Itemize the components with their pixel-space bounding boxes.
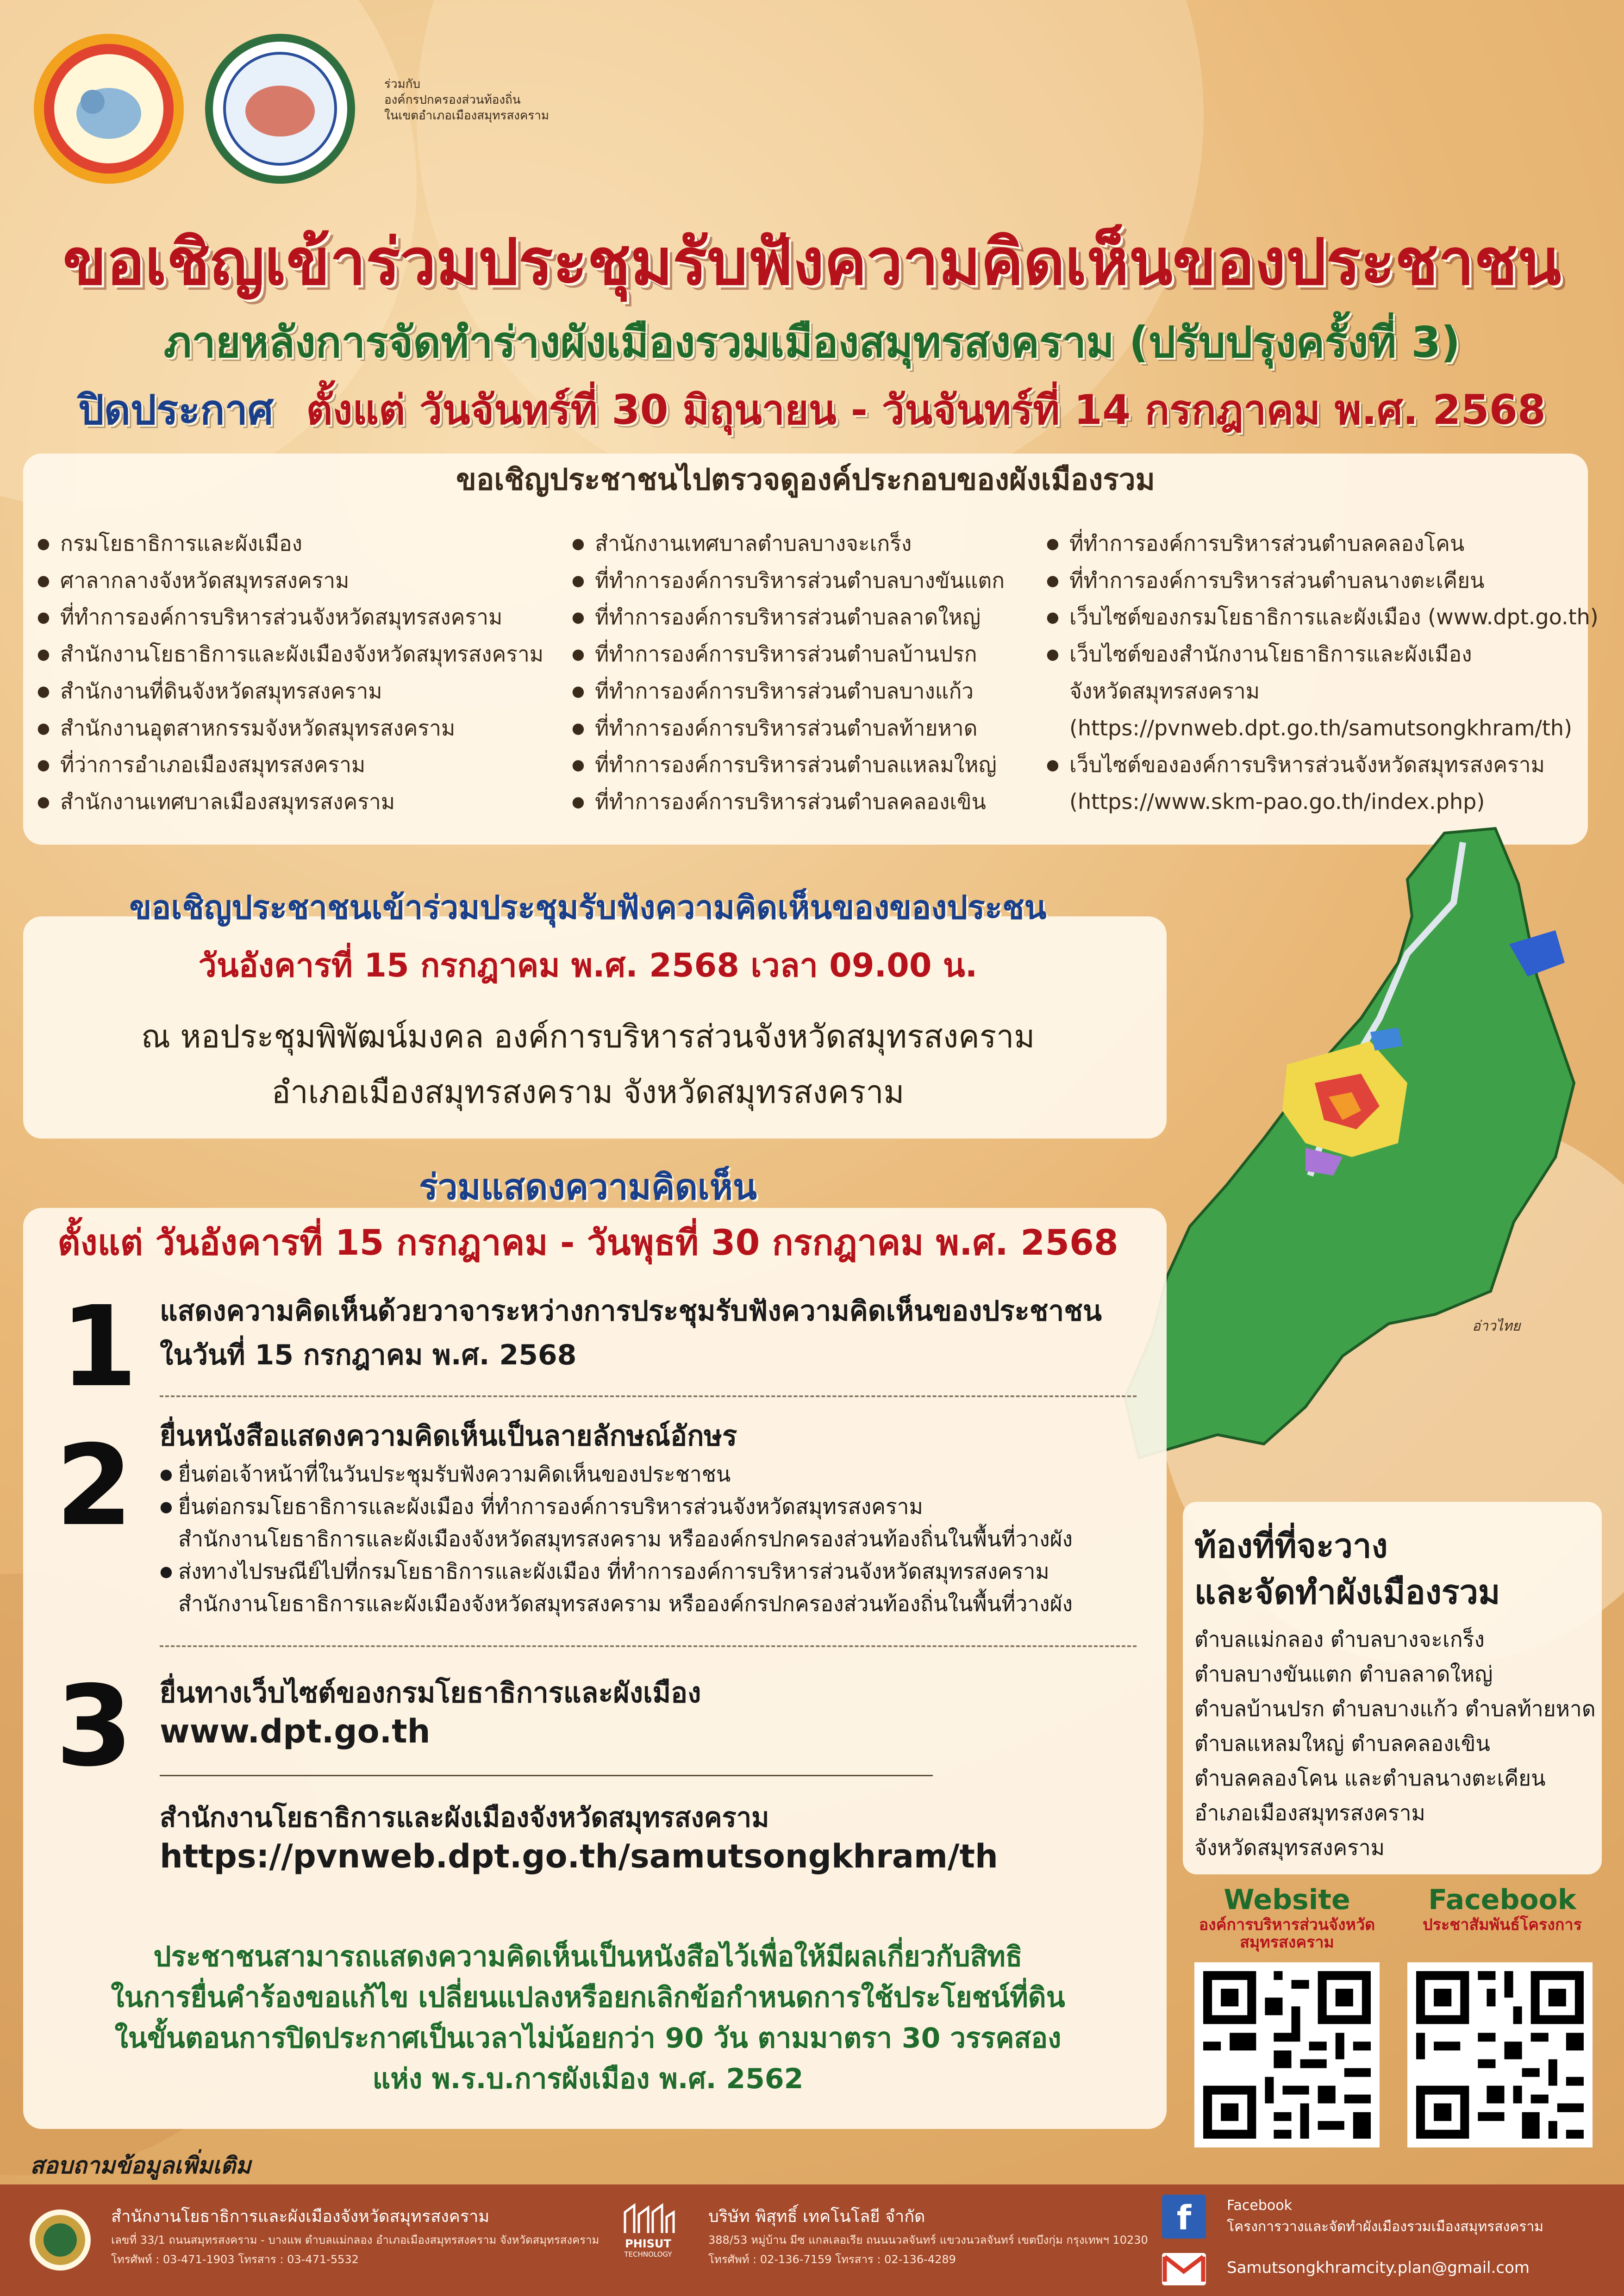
partner-note [384, 76, 549, 124]
list-item: ● เว็บไซต์ของกรมโยธาธิการและผังเมือง (www.dpt.go.th) [1046, 599, 1599, 636]
step1-number: 1 [60, 1282, 137, 1412]
step2-bullets [160, 1458, 1073, 1620]
divider [160, 1775, 933, 1776]
rights-note-line1: ประชาชนสามารถแสดงความคิดเห็นเป็นหนังสือไว้เพื่อให้มีผลเกี่ยวกับสิทธิ [153, 1941, 1023, 1973]
map-sea-label: อ่าวไทย [1472, 1318, 1521, 1334]
bullet-text: ยื่นต่อเจ้าหน้าที่ในวันประชุมรับฟังความคิดเห็นของประชาชน [178, 1462, 731, 1487]
website-qr-sub1: องค์การบริหารส่วนจังหวัด [1199, 1916, 1375, 1934]
rights-note-line3: ในขั้นตอนการปิดประกาศเป็นเวลาไม่น้อยกว่า 90 วัน ตามมาตรา 30 วรรคสอง [114, 2022, 1062, 2054]
planning-area-title-line1: ท้องที่ที่จะวาง [1194, 1526, 1388, 1565]
website-qr-label: Website [1224, 1884, 1350, 1916]
list-item: ● สำนักงานอุตสาหกรรมจังหวัดสมุทรสงคราม [37, 710, 543, 747]
list-item: ตำบลแม่กลอง ตำบลบางจะเกร็ง [1194, 1627, 1485, 1652]
list-item: ● ที่ทำการองค์การบริหารส่วนตำบลบางขันแตก [572, 562, 1005, 599]
footer-facebook-page[interactable]: โครงการวางและจัดทำผังเมืองรวมเมืองสมุทรสงคราม [1227, 2219, 1544, 2235]
more-info-label: สอบถามข้อมูลเพิ่มเติม [30, 2152, 251, 2179]
pvnweb-link[interactable]: https://pvnweb.dpt.go.th/samutsongkhram/th [160, 1837, 998, 1875]
step1-line2: ในวันที่ 15 กรกฎาคม พ.ศ. 2568 [160, 1339, 577, 1371]
list-item [160, 1555, 1073, 1620]
step2-number: 2 [56, 1421, 133, 1550]
list-item: ● ศาลากลางจังหวัดสมุทรสงคราม [37, 562, 543, 599]
facebook-qr-code[interactable] [1407, 1962, 1593, 2147]
list-item: ● เว็บไซต์ของสำนักงานโยธาธิการและผังเมือง [1046, 636, 1599, 673]
list-item: (https://www.skm-pao.go.th/index.php) [1069, 789, 1485, 814]
footer-office-phone: โทรศัพท์ : 03-471-1903 โทรสาร : 03-471-5532 [111, 2253, 359, 2266]
divider [160, 1645, 1137, 1647]
list-item: จังหวัดสมุทรสงคราม [1069, 678, 1260, 703]
planning-area-title [1194, 1523, 1500, 1615]
footer-office-address: เลขที่ 33/1 ถนนสมุทรสงคราม - บางแพ ตำบลแม่กลอง อำเภอเมืองสมุทรสงคราม จังหวัดสมุทรสงคราม [111, 2234, 600, 2246]
venue-line2: อำเภอเมืองสมุทรสงคราม จังหวัดสมุทรสงคราม [271, 1074, 905, 1111]
list-item: ● ที่ทำการองค์การบริหารส่วนตำบลท้ายหาด [572, 710, 1005, 747]
list-item: ● ที่ทำการองค์การบริหารส่วนตำบลนางตะเคียน [1046, 562, 1599, 599]
facebook-icon[interactable]: f [1162, 2195, 1206, 2239]
partner-line1: ร่วมกับ [384, 77, 420, 91]
list-item: อำเภอเมืองสมุทรสงคราม [1194, 1800, 1425, 1825]
bullet-text: สำนักงานโยธาธิการและผังเมืองจังหวัดสมุทรสงคราม หรือองค์กรปกครองส่วนท้องถิ่นในพื้นที่วางผัง [178, 1526, 1073, 1551]
step2-title: ยื่นหนังสือแสดงความคิดเห็นเป็นลายลักษณ์อักษร [160, 1420, 737, 1452]
list-item: จังหวัดสมุทรสงคราม [1194, 1835, 1385, 1860]
company-logo [616, 2203, 681, 2272]
bullet-text: ● ยื่นต่อกรมโยธาธิการและผังเมือง ที่ทำการองค์การบริหารส่วนจังหวัดสมุทรสงคราม [178, 1494, 923, 1519]
list-item: ตำบลแหลมใหญ่ ตำบลคลองเขิน [1194, 1731, 1490, 1756]
company-logo-sub: TECHNOLOGY [624, 2250, 672, 2259]
page-subtitle: ภายหลังการจัดทำร่างผังเมืองรวมเมืองสมุทรสงคราม (ปรับปรุงครั้งที่ 3) [163, 317, 1461, 367]
step1-line1: แสดงความคิดเห็นด้วยวาจาระหว่างการประชุมรับฟังความคิดเห็นของประชาชน [160, 1295, 1102, 1327]
divider [160, 1395, 1137, 1397]
list-item: ตำบลบางขันแตก ตำบลลาดใหญ่ [1194, 1661, 1493, 1686]
rights-note-line4: แห่ง พ.ร.บ.การผังเมือง พ.ศ. 2562 [372, 2063, 804, 2095]
comment-period: ตั้งแต่ วันอังคารที่ 15 กรกฎาคม - วันพุธที่ 30 กรกฎาคม พ.ศ. 2568 [57, 1222, 1118, 1263]
list-item [160, 1458, 1073, 1490]
footer-company-phone: โทรศัพท์ : 02-136-7159 โทรสาร : 02-136-4289 [708, 2253, 956, 2266]
list-item: ตำบลคลองโคน และตำบลนางตะเคียน [1194, 1766, 1546, 1791]
list-item: ● ที่ทำการองค์การบริหารส่วนตำบลคลองโคน [1046, 525, 1599, 562]
list-item: ● ที่ทำการองค์การบริหารส่วนตำบลลาดใหญ่ [572, 599, 1005, 636]
step3-office: สำนักงานโยธาธิการและผังเมืองจังหวัดสมุทรสงคราม [160, 1802, 769, 1833]
municipality-logo [204, 32, 356, 185]
footer-office-name: สำนักงานโยธาธิการและผังเมืองจังหวัดสมุทรสงคราม [111, 2207, 490, 2226]
comment-heading: ร่วมแสดงความคิดเห็น [419, 1166, 757, 1207]
email-icon[interactable] [1162, 2253, 1206, 2285]
step3-number: 3 [56, 1661, 133, 1791]
list-item: ● สำนักงานเทศบาลเมืองสมุทรสงคราม [37, 784, 543, 821]
places-list-col1 [37, 525, 543, 821]
company-logo-icon [620, 2203, 676, 2235]
dpt-website-link[interactable]: www.dpt.go.th [160, 1712, 431, 1750]
footer [0, 2184, 1624, 2296]
list-item: ตำบลบ้านปรก ตำบลบางแก้ว ตำบลท้ายหาด [1194, 1696, 1596, 1721]
list-item: ● ที่ทำการองค์การบริหารส่วนจังหวัดสมุทรสงคราม [37, 599, 543, 636]
places-list-col2 [572, 525, 1005, 821]
places-heading: ขอเชิญประชาชนไปตรวจดูองค์ประกอบของผังเมืองรวม [456, 463, 1155, 497]
facebook-qr-label: Facebook [1428, 1884, 1576, 1916]
list-item: (https://pvnweb.dpt.go.th/samutsongkhram/th) [1069, 715, 1573, 740]
list-item: ● ที่ทำการองค์การบริหารส่วนตำบลแหลมใหญ่ [572, 747, 1005, 784]
website-qr-sub2: สมุทรสงคราม [1240, 1933, 1334, 1952]
posting-period-label: ปิดประกาศ [78, 386, 274, 434]
footer-email[interactable]: Samutsongkhramcity.plan@gmail.com [1227, 2259, 1530, 2277]
posting-period [0, 377, 1624, 442]
list-item: ● เว็บไซต์ขององค์การบริหารส่วนจังหวัดสมุทรสงคราม [1046, 747, 1599, 784]
places-list-col3 [1046, 525, 1599, 821]
pao-logo [32, 32, 185, 185]
page-title: ขอเชิญเข้าร่วมประชุมรับฟังความคิดเห็นของประชาชน [62, 225, 1562, 299]
dpt-emblem-icon [28, 2205, 93, 2275]
list-item: ● ที่ทำการองค์การบริหารส่วนตำบลคลองเขิน [572, 784, 1005, 821]
company-logo-name: PHISUT [625, 2237, 671, 2250]
rights-note-line2: ในการยื่นคำร้องขอแก้ไข เปลี่ยนแปลงหรือยกเลิกข้อกำหนดการใช้ประโยชน์ที่ดิน [111, 1981, 1065, 2014]
invite-heading: ขอเชิญประชาชนเข้าร่วมประชุมรับฟังความคิดเห็นของของประชน [129, 889, 1047, 927]
list-item [160, 1490, 1073, 1555]
facebook-qr-sub: ประชาสัมพันธ์โครงการ [1423, 1916, 1582, 1934]
footer-facebook-label: Facebook [1227, 2197, 1292, 2214]
list-item: ● สำนักงานเทศบาลตำบลบางจะเกร็ง [572, 525, 1005, 562]
partner-line2: องค์กรปกครองส่วนท้องถิ่น [384, 93, 521, 107]
footer-company-name: บริษัท พิสุทธิ์ เทคโนโลยี จำกัด [708, 2207, 925, 2226]
planning-area-list [1194, 1622, 1596, 1865]
footer-company-address: 388/53 หมู่บ้าน มีซ แกลเลอเรีย ถนนนวลจันทร์ แขวงนวลจันทร์ เขตบึงกุ่ม กรุงเทพฯ 10230 [708, 2234, 1148, 2246]
invite-datetime: วันอังคารที่ 15 กรกฎาคม พ.ศ. 2568 เวลา 09.00 น. [198, 946, 978, 984]
venue-line1: ณ หอประชุมพิพัฒน์มงคล องค์การบริหารส่วนจังหวัดสมุทรสงคราม [141, 1019, 1035, 1055]
list-item: ● กรมโยธาธิการและผังเมือง [37, 525, 543, 562]
bullet-text: ● ส่งทางไปรษณีย์ไปที่กรมโยธาธิการและผังเมือง ที่ทำการองค์การบริหารส่วนจังหวัดสมุทรสงคราม [178, 1559, 1049, 1584]
list-item: ● สำนักงานที่ดินจังหวัดสมุทรสงคราม [37, 673, 543, 710]
list-item: ● ที่ทำการองค์การบริหารส่วนตำบลบางแก้ว [572, 673, 1005, 710]
website-qr-code[interactable] [1194, 1962, 1380, 2147]
planning-area-title-line2: และจัดทำผังเมืองรวม [1194, 1573, 1500, 1612]
list-item: ● ที่ทำการองค์การบริหารส่วนตำบลบ้านปรก [572, 636, 1005, 673]
bullet-text: สำนักงานโยธาธิการและผังเมืองจังหวัดสมุทรสงคราม หรือองค์กรปกครองส่วนท้องถิ่นในพื้นที่วางผัง [178, 1591, 1073, 1616]
land-use-map [1111, 824, 1624, 1472]
step3-title: ยื่นทางเว็บไซต์ของกรมโยธาธิการและผังเมือง [160, 1677, 701, 1709]
list-item: ● สำนักงานโยธาธิการและผังเมืองจังหวัดสมุทรสงคราม [37, 636, 543, 673]
posting-period-value: ตั้งแต่ วันจันทร์ที่ 30 มิถุนายน - วันจันทร์ที่ 14 กรกฎาคม พ.ศ. 2568 [306, 386, 1546, 434]
list-item: ● ที่ว่าการอำเภอเมืองสมุทรสงคราม [37, 747, 543, 784]
partner-line3: ในเขตอำเภอเมืองสมุทรสงคราม [384, 109, 549, 123]
